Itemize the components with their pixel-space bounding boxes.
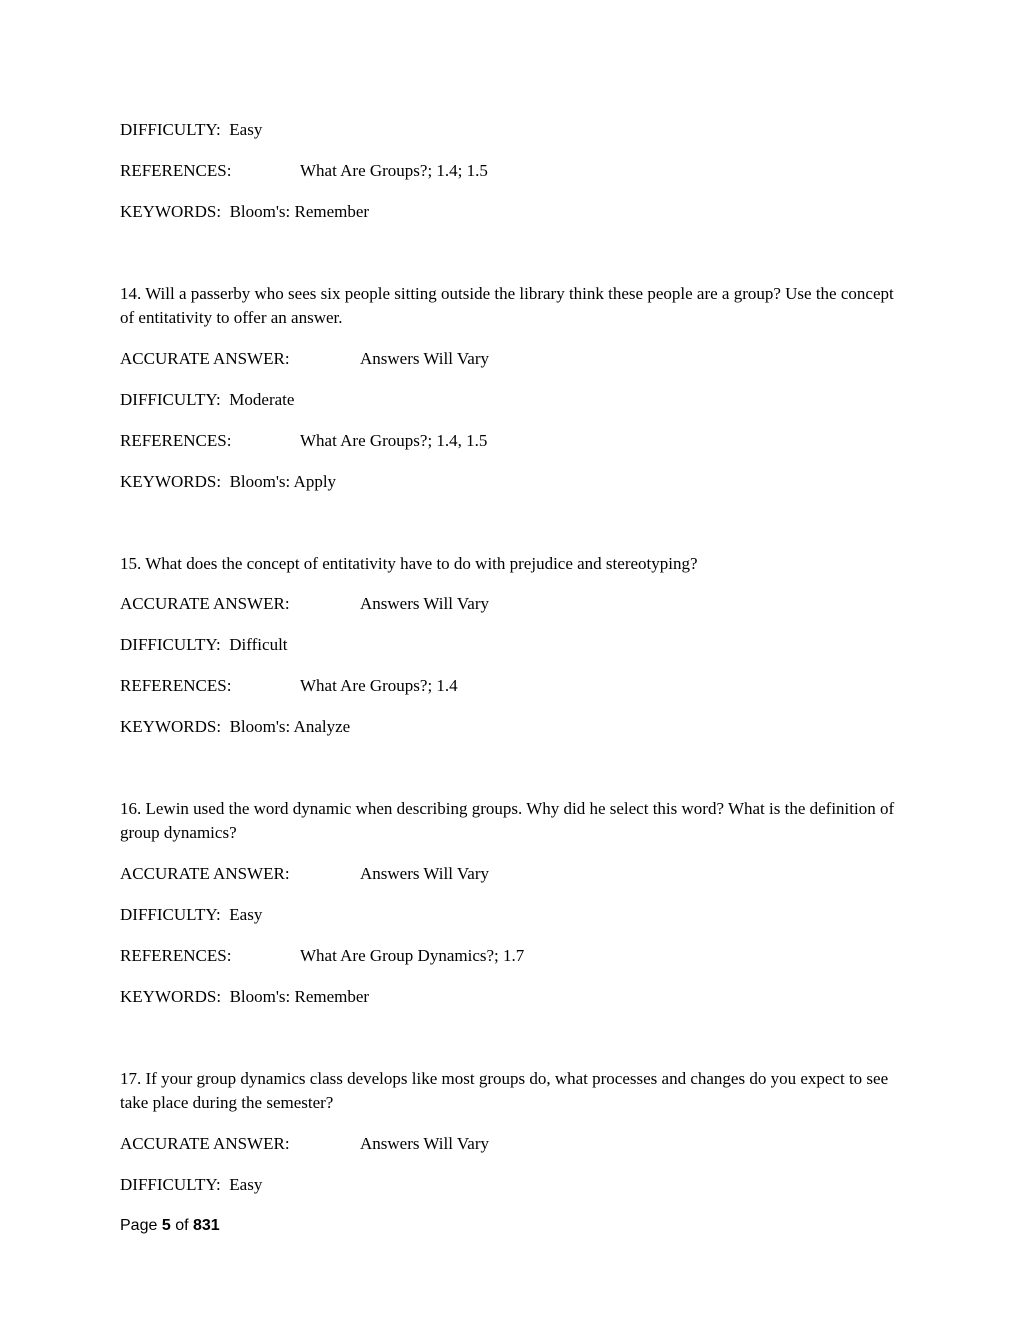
accurate-answer-value: Answers Will Vary — [360, 1134, 490, 1153]
accurate-answer-line — [120, 347, 820, 371]
references-label: REFERENCES: — [120, 161, 232, 180]
accurate-answer-value: Answers Will Vary — [360, 594, 490, 613]
difficulty-label: DIFFICULTY: — [120, 635, 221, 654]
references-value: What Are Groups?; 1.4 — [300, 676, 458, 695]
references-line — [120, 159, 820, 183]
difficulty-value: Easy — [229, 1175, 263, 1194]
difficulty-line — [120, 118, 262, 142]
page-word: Page — [120, 1217, 158, 1234]
keywords-value: Bloom's: Analyze — [229, 717, 351, 736]
difficulty-value: Difficult — [229, 635, 288, 654]
difficulty-value: Moderate — [229, 390, 295, 409]
total-page-count: 831 — [192, 1217, 220, 1234]
accurate-answer-value: Answers Will Vary — [360, 864, 490, 883]
keywords-label: KEYWORDS: — [120, 987, 222, 1006]
keywords-line — [120, 470, 336, 494]
question-text: 14. Will a passerby who sees six people sitting outside the library think these people are a group? Use the concept of entitativity to offer an answer. — [120, 284, 894, 327]
accurate-answer-label: ACCURATE ANSWER: — [120, 349, 290, 368]
keywords-value: Bloom's: Apply — [229, 472, 337, 491]
keywords-label: KEYWORDS: — [120, 717, 222, 736]
difficulty-line — [120, 633, 288, 657]
difficulty-label: DIFFICULTY: — [120, 120, 221, 139]
difficulty-line — [120, 388, 294, 412]
accurate-answer-value: Answers Will Vary — [360, 349, 490, 368]
accurate-answer-label: ACCURATE ANSWER: — [120, 594, 290, 613]
keywords-line — [120, 200, 369, 224]
accurate-answer-label: ACCURATE ANSWER: — [120, 864, 290, 883]
references-line — [120, 944, 820, 968]
references-label: REFERENCES: — [120, 431, 232, 450]
difficulty-label: DIFFICULTY: — [120, 1175, 221, 1194]
question-text: 16. Lewin used the word dynamic when describing groups. Why did he select this word? What is the definition of group dynamics? — [120, 799, 895, 842]
of-word: of — [175, 1217, 189, 1234]
page-number-footer — [120, 1214, 220, 1238]
current-page-number: 5 — [161, 1217, 171, 1234]
keywords-value: Bloom's: Remember — [229, 202, 370, 221]
references-value: What Are Groups?; 1.4, 1.5 — [300, 431, 488, 450]
difficulty-line — [120, 903, 262, 927]
question-text: 15. What does the concept of entitativity have to do with prejudice and stereotyping? — [120, 554, 698, 573]
references-value: What Are Groups?; 1.4; 1.5 — [300, 161, 488, 180]
question-text: 17. If your group dynamics class develops like most groups do, what processes and changes do you expect to see take place during the semester? — [120, 1069, 889, 1112]
keywords-line — [120, 715, 350, 739]
keywords-value: Bloom's: Remember — [229, 987, 370, 1006]
keywords-label: KEYWORDS: — [120, 202, 222, 221]
references-label: REFERENCES: — [120, 946, 232, 965]
accurate-answer-label: ACCURATE ANSWER: — [120, 1134, 290, 1153]
references-value: What Are Group Dynamics?; 1.7 — [300, 946, 525, 965]
accurate-answer-line — [120, 862, 820, 886]
accurate-answer-line — [120, 1132, 820, 1156]
keywords-line — [120, 985, 369, 1009]
difficulty-line — [120, 1173, 262, 1197]
difficulty-label: DIFFICULTY: — [120, 390, 221, 409]
references-label: REFERENCES: — [120, 676, 232, 695]
difficulty-value: Easy — [229, 120, 263, 139]
references-line — [120, 429, 820, 453]
accurate-answer-line — [120, 592, 820, 616]
references-line — [120, 674, 820, 698]
difficulty-value: Easy — [229, 905, 263, 924]
keywords-label: KEYWORDS: — [120, 472, 222, 491]
difficulty-label: DIFFICULTY: — [120, 905, 221, 924]
